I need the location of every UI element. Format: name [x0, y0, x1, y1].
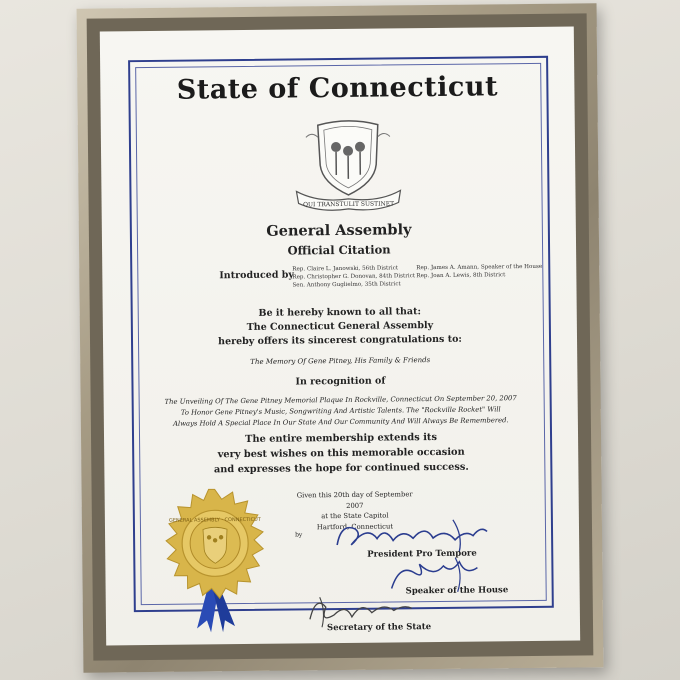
certificate-title: State of Connecticut [176, 71, 499, 106]
frame-mat [87, 13, 594, 660]
role-president-pro-tempore: President Pro Tempore [367, 548, 477, 560]
general-assembly-heading: General Assembly [266, 221, 412, 240]
rep-line: Rep. James A. Amann, Speaker of the House [416, 263, 543, 272]
rep-line: Sen. Anthony Guglielmo, 35th District [292, 281, 401, 289]
gold-seal-text: GENERAL ASSEMBLY · CONNECTICUT [168, 516, 261, 524]
role-speaker-of-the-house: Speaker of the House [405, 585, 509, 597]
role-secretary-of-the-state: Secretary of the State [326, 622, 432, 634]
rep-line: Rep. Claire L. Janowski, 56th District [292, 265, 399, 273]
gold-foil-seal-icon [160, 488, 272, 639]
honoree-line: The Memory Of Gene Pitney, His Family & Friends [250, 356, 431, 366]
known-line-1: Be it hereby known to all that: [258, 306, 422, 319]
rep-line: Rep. Christopher G. Donovan, 84th District [292, 273, 416, 281]
wish-line-2: very best wishes on this memorable occasion [217, 446, 465, 461]
official-citation-heading: Official Citation [287, 242, 391, 258]
known-line-2: The Connecticut General Assembly [246, 320, 434, 333]
given-line: Given this 20th day of September 2007 [296, 490, 413, 510]
recognition-label: In recognition of [295, 375, 386, 388]
certificate-paper [100, 27, 580, 646]
wish-line-1: The entire membership extends its [245, 431, 437, 445]
given-line: Hartford, Connecticut [316, 521, 394, 531]
given-line: at the State Capitol [321, 511, 389, 521]
connecticut-coat-of-arms-icon [288, 116, 409, 217]
citation-body-line-3: Always Hold A Special Place In Our State And Our Community And Will Always Be Remembered. [173, 416, 509, 428]
citation-body-line-1: The Unveiling Of The Gene Pitney Memorial Plaque In Rockville, Connecticut On September 20, 2007 [164, 394, 517, 406]
known-line-3: hereby offers its sincerest congratulations to: [218, 333, 462, 348]
certificate-content [100, 27, 580, 646]
seal-motto: QUI TRANSTULIT SUSTINET [303, 200, 395, 209]
rep-line: Rep. Joan A. Lewis, 8th District [416, 272, 506, 280]
wish-line-3: and expresses the hope for continued success. [213, 461, 469, 476]
citation-body-line-2: To Honor Gene Pitney's Music, Songwriting And Artistic Talents. The "Rockville Rocket" Will [180, 405, 501, 417]
representatives-left [292, 264, 415, 289]
picture-frame [77, 3, 604, 672]
by-label: by [295, 531, 303, 539]
representatives-right [416, 263, 542, 280]
introduced-by-label: Introduced by [219, 269, 294, 282]
